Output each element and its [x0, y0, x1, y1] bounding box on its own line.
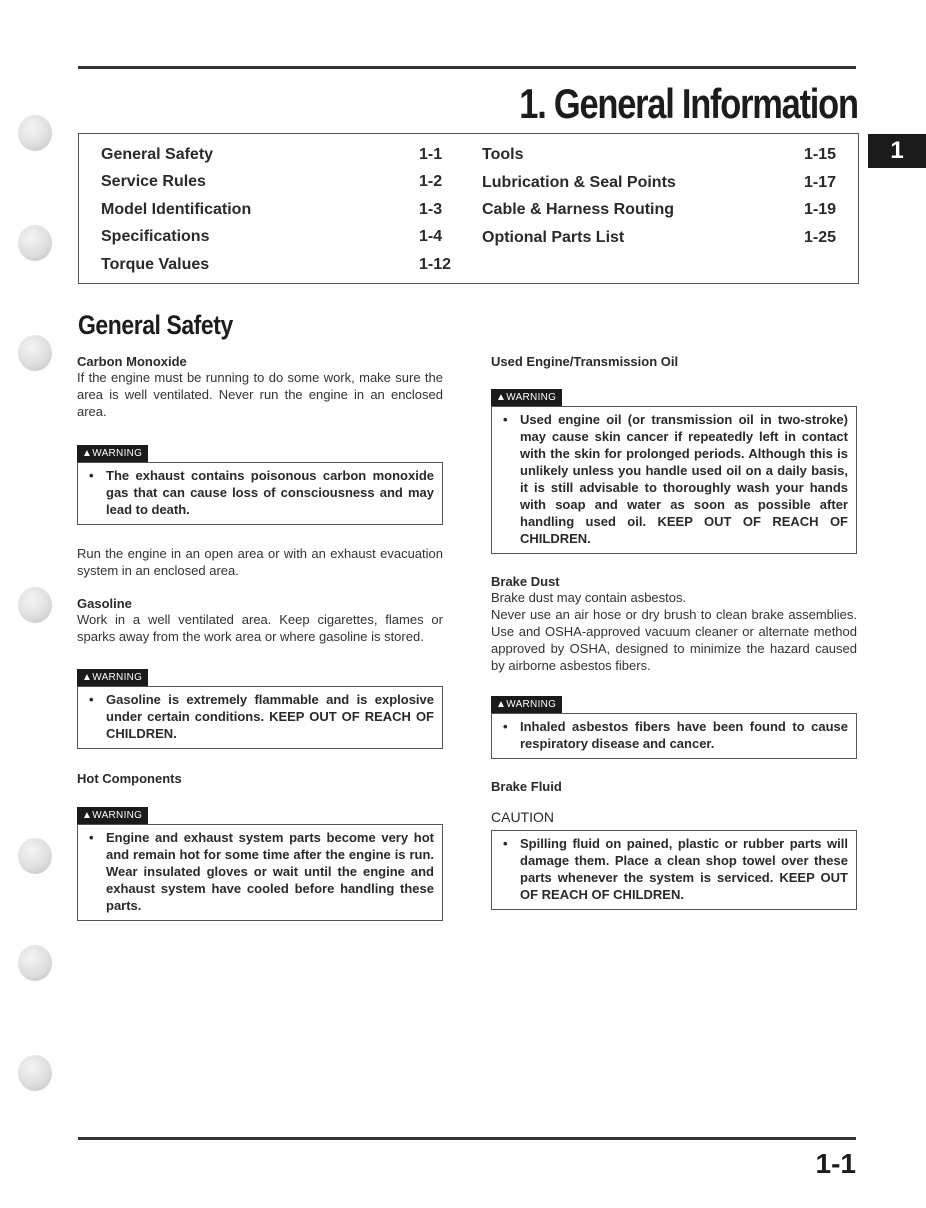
toc-link-tools[interactable]: Tools: [482, 146, 524, 163]
subheading-hot-components: Hot Components: [77, 771, 182, 786]
toc-page: 1-17: [804, 174, 837, 191]
warning-triangle-icon: ▲: [496, 699, 507, 710]
chapter-title: 1. General Information: [519, 80, 858, 127]
table-of-contents: [78, 133, 859, 284]
toc-page: 1-2: [419, 173, 443, 190]
warning-label: ▲WARNING: [77, 445, 148, 462]
warning-label: ▲WARNING: [77, 669, 148, 686]
left-column: [77, 354, 443, 921]
toc-page: 1-19: [804, 201, 837, 218]
subheading-used-oil: Used Engine/Transmission Oil: [491, 354, 679, 369]
warning-triangle-icon: ▲: [82, 448, 93, 459]
chapter-tab-marker: 1: [868, 134, 926, 168]
caution-label: CAUTION: [491, 809, 554, 825]
top-rule: [78, 66, 856, 69]
warning-label: ▲WARNING: [77, 807, 148, 824]
toc-link-optional-parts[interactable]: Optional Parts List: [482, 229, 625, 246]
toc-link-torque-values[interactable]: Torque Values: [101, 256, 210, 273]
toc-page: 1-1: [419, 146, 443, 163]
subheading-brake-fluid: Brake Fluid: [491, 779, 562, 794]
caution-box: • Spilling fluid on pained, plastic or rubber parts will damage them. Place a clean shop towel over these parts whenever the system is serviced. KEEP OUT OF REACH OF CHILDREN.: [491, 830, 857, 910]
punch-hole: [18, 945, 52, 981]
toc-page: 1-3: [419, 201, 443, 218]
subheading-gasoline: Gasoline: [77, 596, 132, 611]
paragraph: Run the engine in an open area or with an exhaust evacuation system in an enclosed area.: [77, 546, 443, 578]
warning-box: • Gasoline is extremely flammable and is explosive under certain conditions. KEEP OUT OF REACH OF CHILDREN.: [77, 686, 443, 749]
warning-box: • Inhaled asbestos fibers have been found to cause respiratory disease and cancer.: [491, 713, 857, 759]
punch-hole: [18, 225, 52, 261]
punch-hole: [18, 838, 52, 874]
punch-hole: [18, 1055, 52, 1091]
toc-page: 1-4: [419, 228, 443, 245]
toc-link-specifications[interactable]: Specifications: [101, 228, 210, 245]
paragraph: Never use an air hose or dry brush to clean brake assemblies. Use and OSHA-approved vacuum cleaner or alternate method approved by OSHA, designed to minimize the hazard caused by airborne asbestos fibers.: [491, 607, 857, 673]
toc-link-service-rules[interactable]: Service Rules: [101, 173, 206, 190]
warning-triangle-icon: ▲: [82, 810, 93, 821]
toc-page: 1-12: [419, 256, 452, 273]
paragraph: Work in a well ventilated area. Keep cigarettes, flames or sparks away from the work area or where gasoline is stored.: [77, 612, 443, 644]
warning-triangle-icon: ▲: [82, 672, 93, 683]
right-column: [491, 354, 857, 910]
warning-triangle-icon: ▲: [496, 392, 507, 403]
warning-box: • Used engine oil (or transmission oil in two-stroke) may cause skin cancer if repeatedly left in contact with the skin for prolonged periods. Although this is unlikely unless you handle used oil on a daily basis, it is still advisable to thoroughly wash your hands with soap and water as soon as possible after handling used oil. KEEP OUT OF REACH OF CHILDREN.: [491, 406, 857, 554]
toc-link-cable-routing[interactable]: Cable & Harness Routing: [482, 201, 675, 218]
warning-label: ▲WARNING: [491, 696, 562, 713]
punch-hole: [18, 115, 52, 151]
toc-link-lubrication[interactable]: Lubrication & Seal Points: [482, 174, 676, 191]
paragraph: If the engine must be running to do some work, make sure the area is well ventilated. Never run the engine in an enclosed area.: [77, 370, 443, 419]
section-title: General Safety: [78, 310, 233, 340]
paragraph: Brake dust may contain asbestos.: [491, 590, 687, 605]
warning-box: • The exhaust contains poisonous carbon monoxide gas that can cause loss of consciousness and may lead to death.: [77, 462, 443, 525]
page-number: 1-1: [815, 1148, 856, 1179]
punch-hole: [18, 587, 52, 623]
warning-box: • Engine and exhaust system parts become very hot and remain hot for some time after the engine is run. Wear insulated gloves or wait until the engine and exhaust system have cooled before handling these parts.: [77, 824, 443, 921]
toc-link-general-safety[interactable]: General Safety: [101, 146, 214, 163]
punch-hole: [18, 335, 52, 371]
warning-label: ▲WARNING: [491, 389, 562, 406]
subheading-carbon-monoxide: Carbon Monoxide: [77, 354, 187, 369]
toc-page: 1-15: [804, 146, 837, 163]
toc-page: 1-25: [804, 229, 837, 246]
toc-link-model-identification[interactable]: Model Identification: [101, 201, 252, 218]
subheading-brake-dust: Brake Dust: [491, 574, 560, 589]
bottom-rule: [78, 1137, 856, 1140]
